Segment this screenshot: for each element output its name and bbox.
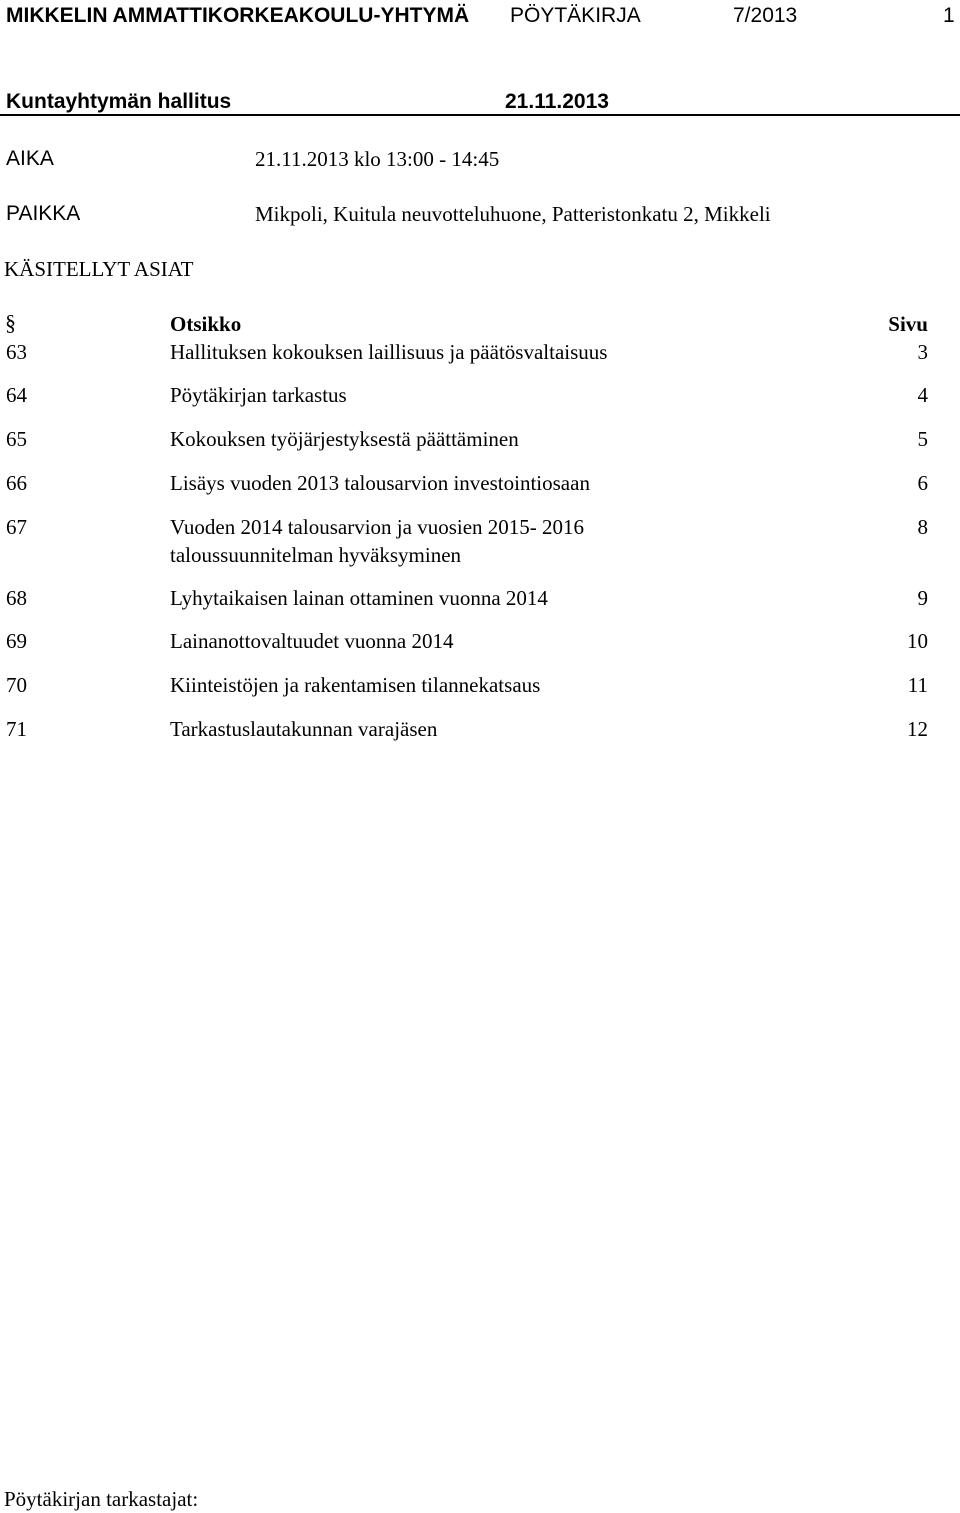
agenda-title: Tarkastuslautakunnan varajäsen [170,717,438,741]
agenda-title: Lainanottovaltuudet vuonna 2014 [170,629,454,653]
document-type: PÖYTÄKIRJA [510,4,641,27]
header-divider [0,114,960,116]
agenda-title: Lisäys vuoden 2013 talousarvion investointiosaan [170,471,590,495]
agenda-page: 8 [917,515,928,539]
meeting-date: 21.11.2013 [505,90,609,113]
agenda-title: Kiinteistöjen ja rakentamisen tilannekatsaus [170,673,541,697]
agenda-number: 65 [6,427,27,451]
agenda-number: 63 [6,340,27,364]
agenda-number: 70 [6,673,27,697]
agenda-page: 6 [917,471,928,495]
place-label: PAIKKA [6,202,81,225]
agenda-page: 12 [907,717,928,741]
agenda-page: 10 [907,629,928,653]
time-value: 21.11.2013 klo 13:00 - 14:45 [255,147,500,171]
agenda-page: 5 [917,427,928,451]
body-name: Kuntayhtymän hallitus [6,90,232,113]
section-mark: § [5,310,16,335]
agenda-number: 64 [6,383,27,407]
column-header-page: Sivu [888,312,928,336]
agenda-number: 66 [6,471,27,495]
agenda-title: Hallituksen kokouksen laillisuus ja päätösvaltaisuus [170,340,608,364]
section-heading: KÄSITELLYT ASIAT [4,257,194,281]
signatories-label: Pöytäkirjan tarkastajat: [4,1487,199,1511]
organization-name: MIKKELIN AMMATTIKORKEAKOULU-YHTYMÄ [6,4,470,27]
agenda-title: Kokouksen työjärjestyksestä päättäminen [170,427,519,451]
agenda-page: 9 [917,586,928,610]
agenda-title: Vuoden 2014 talousarvion ja vuosien 2015- 2016 taloussuunnitelman hyväksyminen [170,515,585,567]
agenda-title: Lyhytaikaisen lainan ottaminen vuonna 2014 [170,586,548,610]
place-value: Mikpoli, Kuitula neuvotteluhuone, Patteristonkatu 2, Mikkeli [255,202,771,226]
agenda-number: 68 [6,586,27,610]
agenda-number: 71 [6,717,27,741]
agenda-number: 67 [6,515,27,539]
page-number: 1 [943,4,955,27]
document-number: 7/2013 [733,4,798,27]
column-header-title: Otsikko [170,312,242,336]
agenda-page: 4 [917,383,928,407]
time-label: AIKA [6,147,54,170]
agenda-page: 3 [917,340,928,364]
agenda-page: 11 [907,673,928,697]
agenda-number: 69 [6,629,27,653]
agenda-title: Pöytäkirjan tarkastus [170,383,347,407]
